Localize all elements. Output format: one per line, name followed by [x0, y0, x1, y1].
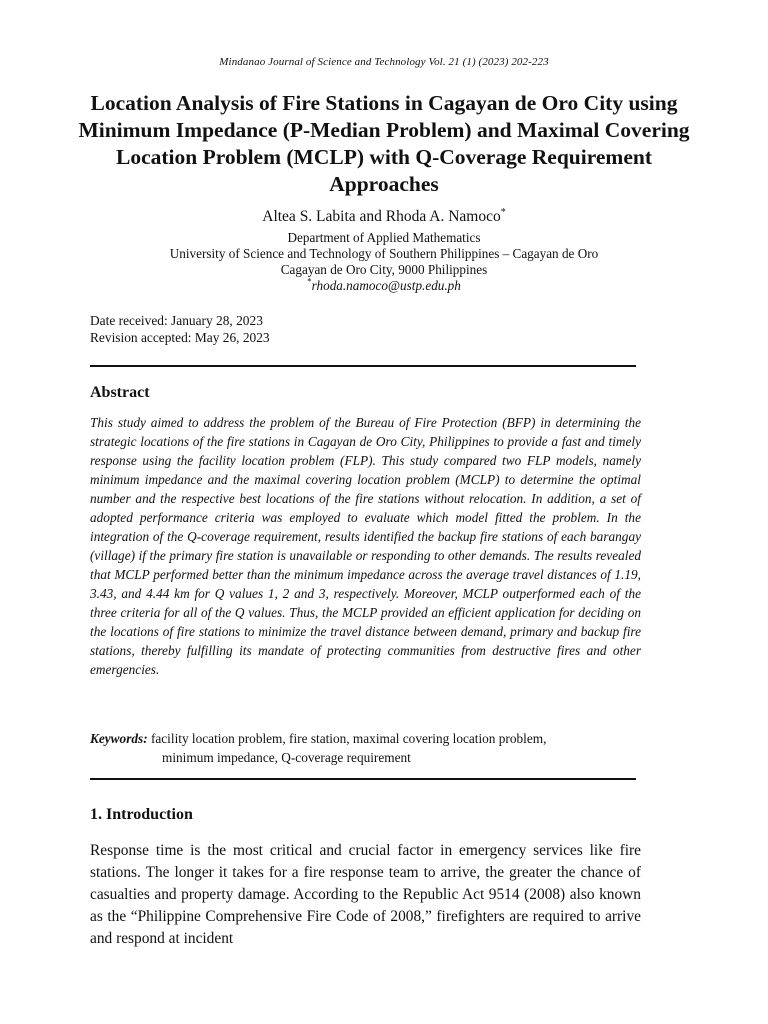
department: Department of Applied Mathematics — [287, 230, 481, 245]
divider-rule-bottom — [90, 778, 636, 780]
keywords-block — [90, 729, 641, 767]
dates-block — [90, 312, 270, 346]
abstract-text: This study aimed to address the problem of the Bureau of Fire Protection (BFP) in determining the strategic locations of the fire stations in Cagayan de Oro City, Philippines to provide a fast and timely response using the facility location problem (FLP). This study compared two FLP models, namely minimum impedance and the maximal covering location problem (MCLP) to determine the optimal number and the respective best locations of the fire stations without relocation. In addition, a set of adopted performance criteria was employed to evaluate which model fitted the problem. In the integration of the Q-coverage requirement, results identified the backup fire stations of each barangay (village) if the primary fire station is unavailable or responding to other demands. The results revealed that MCLP performed better than the minimum impedance across the average travel distances of 1.19, 3.43, and 4.44 km for Q values 1, 2 and 3, respectively. Moreover, MCLP outperformed each of the three criteria for all of the Q values. Thus, the MCLP provided an efficient application for deciding on the locations of fire stations to minimize the travel distance between demand, primary and backup fire stations, thereby fulfilling its mandate of protecting communities from destructive fires and other emergencies. — [90, 415, 641, 677]
affiliation-block — [0, 230, 768, 294]
email-mark: * — [307, 276, 312, 287]
author-email[interactable]: rhoda.namoco@ustp.edu.ph — [311, 278, 461, 293]
corresponding-author-mark: * — [500, 206, 506, 218]
introduction-heading: 1. Introduction — [90, 806, 193, 823]
keywords-line-1: facility location problem, fire station, maximal covering location problem, — [150, 731, 547, 746]
date-accepted: Revision accepted: May 26, 2023 — [90, 330, 270, 345]
keywords-label: Keywords: — [90, 731, 148, 746]
university: University of Science and Technology of Southern Philippines – Cagayan de Oro — [169, 246, 599, 261]
date-received: Date received: January 28, 2023 — [90, 313, 263, 328]
divider-rule-top — [90, 365, 636, 367]
city-address: Cagayan de Oro City, 9000 Philippines — [280, 262, 488, 277]
journal-header: Mindanao Journal of Science and Technology Vol. 21 (1) (2023) 202-223 — [219, 56, 549, 68]
author-names: Altea S. Labita and Rhoda A. Namoco — [262, 208, 501, 225]
abstract-heading: Abstract — [90, 384, 150, 401]
author-line — [0, 208, 768, 226]
email-line — [0, 278, 768, 294]
introduction-text: Response time is the most critical and crucial factor in emergency services like fire stations. The longer it takes for a fire response team to arrive, the greater the chance of casualties and property damage. According to the Republic Act 9514 (2008) also known as the “Philippine Comprehensive Fire Code of 2008,” firefighters are required to arrive and respond at incident — [90, 842, 641, 947]
paper-title: Location Analysis of Fire Stations in Cagayan de Oro City using Minimum Impedance (P-Median Problem) and Maximal Covering Location Problem (MCLP) with Q-Coverage Requirement Approaches — [78, 91, 690, 196]
keywords-line-2: minimum impedance, Q-coverage requirement — [162, 750, 411, 765]
